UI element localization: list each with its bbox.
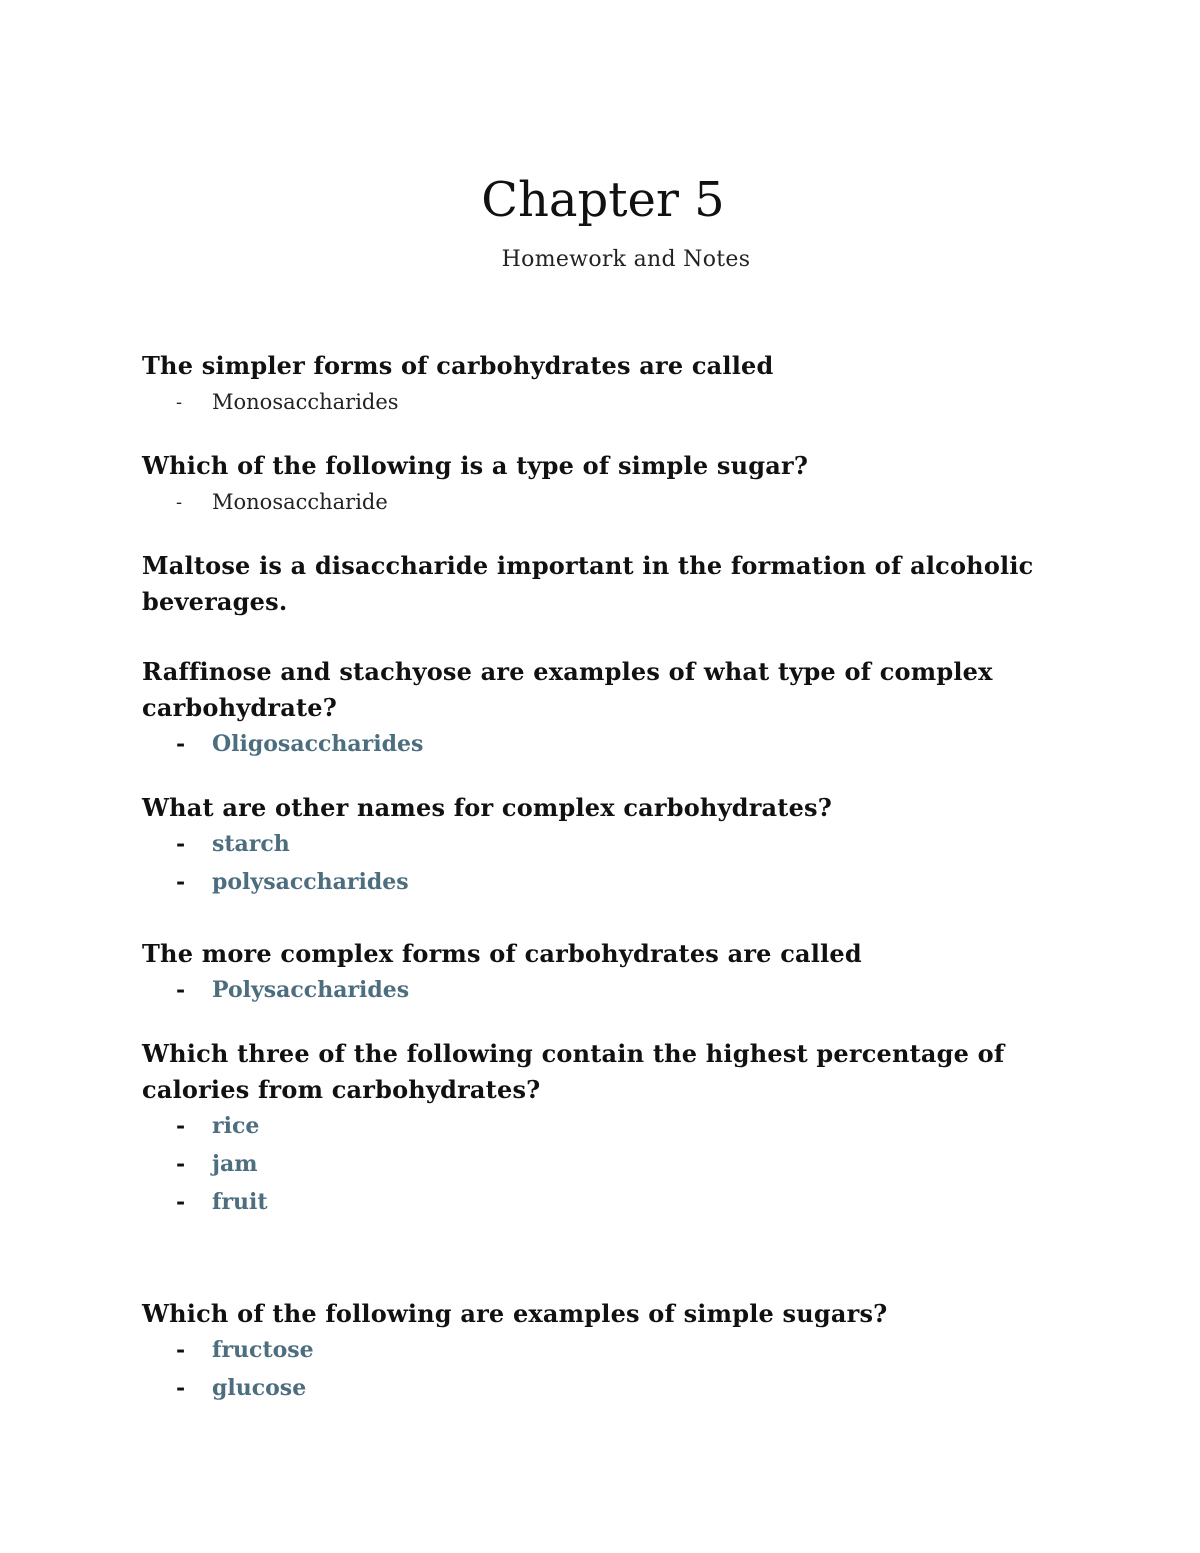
answer-text: rice: [212, 1113, 260, 1139]
answer-text: Monosaccharide: [212, 490, 388, 514]
question-text: Raffinose and stachyose are examples of what type of complex carbohydrate?: [142, 657, 993, 722]
answer-text: Monosaccharides: [212, 390, 399, 414]
answer-list: [142, 384, 1072, 422]
answer-list: [142, 726, 1072, 764]
question-text: Maltose is a disaccharide important in the formation of alcoholic beverages.: [142, 551, 1034, 616]
qa-item: [142, 790, 1072, 902]
answer-text: fructose: [212, 1337, 314, 1363]
qa-item: [142, 936, 1072, 1010]
qa-item: [142, 1036, 1072, 1222]
answer-text: fruit: [212, 1189, 268, 1215]
question-text: The more complex forms of carbohydrates are called: [142, 939, 862, 968]
answer-text: jam: [212, 1151, 258, 1177]
answer-list: [142, 972, 1072, 1010]
answer-item: [142, 826, 1072, 864]
dash-bullet: -: [176, 869, 186, 895]
dash-bullet: -: [176, 1337, 186, 1363]
dash-bullet: -: [176, 492, 183, 513]
page-title: Chapter 5: [481, 172, 725, 228]
answer-list: [142, 1108, 1072, 1222]
answer-item: [142, 1370, 1072, 1408]
answer-text: polysaccharides: [212, 869, 409, 895]
answer-item: [142, 1332, 1072, 1370]
dash-bullet: -: [176, 831, 186, 857]
qa-item: [142, 448, 1072, 522]
qa-item: [142, 654, 1072, 764]
dash-bullet: -: [176, 1151, 186, 1177]
qa-list: [142, 348, 1072, 1408]
question-text: What are other names for complex carbohydrates?: [142, 793, 833, 822]
page-subtitle: Homework and Notes: [501, 247, 751, 272]
question-text: Which of the following are examples of simple sugars?: [142, 1299, 888, 1328]
answer-item: [142, 972, 1072, 1010]
answer-item: [142, 1146, 1072, 1184]
answer-text: Oligosaccharides: [212, 731, 424, 757]
question-text: Which three of the following contain the highest percentage of calories from carbohydrates?: [142, 1039, 1005, 1104]
answer-text: starch: [212, 831, 290, 857]
answer-item: [142, 726, 1072, 764]
dash-bullet: -: [176, 392, 183, 413]
answer-item: [142, 384, 1072, 422]
answer-list: [142, 484, 1072, 522]
answer-text: Polysaccharides: [212, 977, 410, 1003]
dash-bullet: -: [176, 1375, 186, 1401]
answer-list: [142, 826, 1072, 902]
question-text: Which of the following is a type of simple sugar?: [142, 451, 809, 480]
answer-list: [142, 1332, 1072, 1408]
qa-item: [142, 348, 1072, 422]
answer-item: [142, 1184, 1072, 1222]
answer-item: [142, 484, 1072, 522]
dash-bullet: -: [176, 1113, 186, 1139]
answer-item: [142, 864, 1072, 902]
dash-bullet: -: [176, 731, 186, 757]
question-text: The simpler forms of carbohydrates are called: [142, 351, 774, 380]
answer-item: [142, 1108, 1072, 1146]
qa-item: [142, 1296, 1072, 1408]
dash-bullet: -: [176, 1189, 186, 1215]
qa-item: [142, 548, 1072, 620]
answer-text: glucose: [212, 1375, 307, 1401]
dash-bullet: -: [176, 977, 186, 1003]
